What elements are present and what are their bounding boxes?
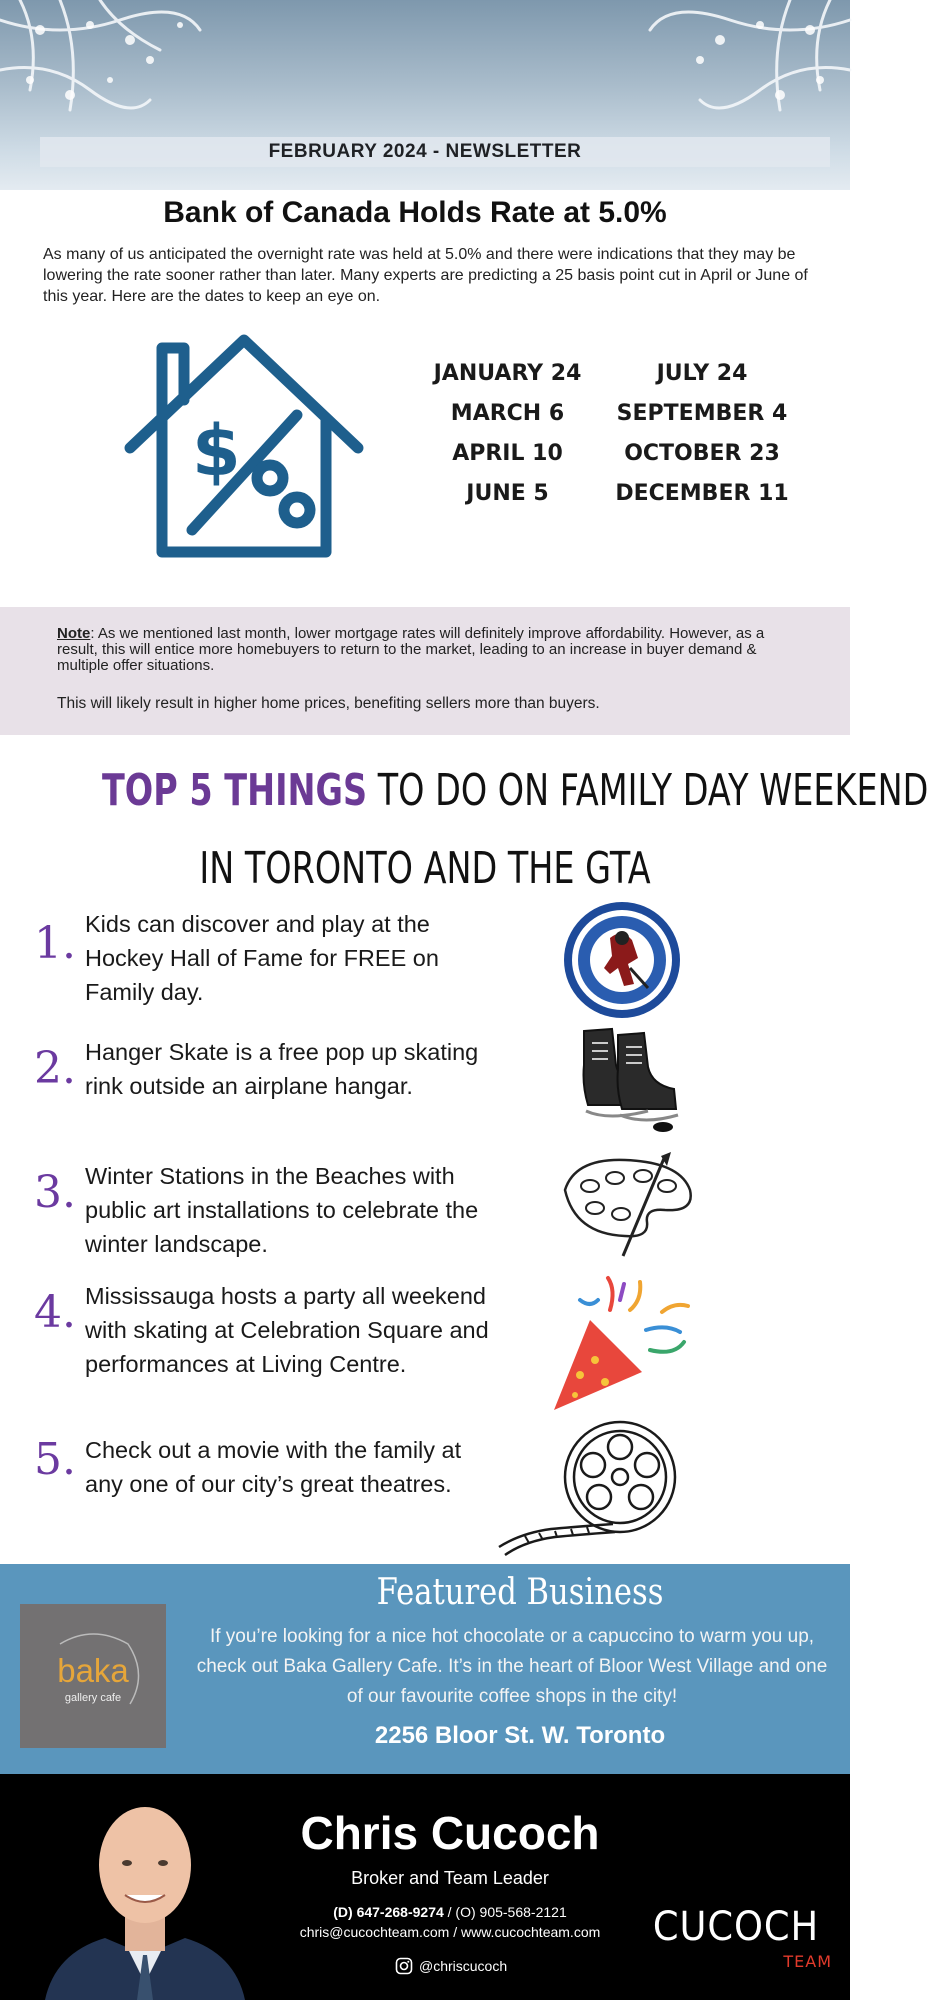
rate-date: OCTOBER 23 — [624, 441, 780, 466]
top5-title — [102, 760, 928, 822]
featured-title: Featured Business — [376, 1572, 664, 1613]
item-number: 5. — [34, 1434, 76, 1485]
note-paragraph — [57, 626, 797, 674]
frosted-branches-left-decoration — [0, 0, 210, 140]
instagram-icon — [395, 1957, 413, 1975]
agent-phones — [240, 1904, 660, 1920]
agent-role: Broker and Team Leader — [351, 1868, 549, 1888]
item-text: Kids can discover and play at the Hockey Hall of Fame for FREE on Family day. — [85, 911, 439, 1005]
rate-dates-left-column — [420, 354, 595, 514]
office-phone: / (O) 905-568-2121 — [443, 1904, 567, 1920]
hockey-hall-of-fame-logo — [560, 898, 684, 1022]
rate-date: SEPTEMBER 4 — [616, 401, 788, 426]
rate-date: MARCH 6 — [450, 401, 565, 426]
item-number: 3. — [34, 1167, 76, 1218]
agent-email-website[interactable]: chris@cucochteam.com / www.cucochteam.com — [299, 1924, 601, 1940]
svg-text:$: $ — [192, 410, 241, 492]
featured-body: If you’re looking for a nice hot chocolate or a capuccino to warm you up, check out Baka Gallery Cafe. It’s in the heart of Bloor West Village and one of our favourite coffee shops in the city! — [196, 1626, 828, 1707]
newsletter-title: FEBRUARY 2024 - NEWSLETTER — [268, 141, 582, 162]
logo-subtext: gallery cafe — [64, 1692, 122, 1704]
rate-headline: Bank of Canada Holds Rate at 5.0% — [163, 196, 667, 229]
header-banner — [0, 0, 850, 190]
top5-title-line2: IN TORONTO AND THE GTA — [199, 843, 651, 894]
ice-skates-icon — [578, 1025, 683, 1137]
film-reel-icon — [495, 1415, 685, 1560]
logo-text: baka — [57, 1652, 129, 1689]
item-text: Hanger Skate is a free pop up skating rink outside an airplane hangar. — [85, 1039, 479, 1099]
direct-phone: (D) 647-268-9274 — [333, 1904, 444, 1920]
note-text: : As we mentioned last month, lower mortgage rates will definitely improve affordability. However, as a result, this will entice more homebuyers to return to the market, leading to an increase in buyer demand & multiple offer situations. — [57, 625, 765, 674]
item-number: 2. — [34, 1043, 76, 1094]
rate-date: JUNE 5 — [466, 481, 549, 506]
item-number: 1. — [34, 918, 76, 969]
rate-date: APRIL 10 — [452, 441, 563, 466]
agent-photo — [45, 1783, 245, 2000]
paint-palette-icon — [555, 1150, 700, 1260]
item-text: Winter Stations in the Beaches with public art installations to celebrate the winter landscape. — [85, 1163, 479, 1257]
rate-dates-right-column — [612, 354, 792, 514]
item-text: Mississauga hosts a party all weekend with skating at Celebration Square and performances at Living Centre. — [85, 1283, 489, 1377]
instagram-handle: @chriscucoch — [419, 1958, 508, 1974]
brand-team: TEAM — [783, 1952, 832, 1971]
frosted-branches-right-decoration — [640, 0, 850, 140]
instagram-link[interactable] — [395, 1954, 507, 1978]
cucoch-team-logo — [636, 1904, 836, 1974]
top5-highlight: TOP 5 THINGS — [102, 765, 368, 816]
note-conclusion: This will likely result in higher home prices, benefiting sellers more than buyers. — [57, 695, 600, 712]
rate-date: JULY 24 — [656, 361, 748, 386]
item-text: Check out a movie with the family at any one of our city’s great theatres. — [85, 1437, 462, 1497]
featured-address: 2256 Bloor St. W. Toronto — [374, 1722, 666, 1749]
rate-date: JANUARY 24 — [433, 361, 582, 386]
top5-title-rest: TO DO ON FAMILY DAY WEEKEND — [367, 765, 928, 816]
rate-date: DECEMBER 11 — [615, 481, 789, 506]
house-percent-icon — [122, 330, 372, 560]
note-label: Note — [57, 625, 91, 642]
item-number: 4. — [34, 1287, 76, 1338]
party-popper-icon — [550, 1270, 700, 1415]
agent-name: Chris Cucoch — [300, 1807, 600, 1859]
baka-logo — [20, 1604, 166, 1748]
rate-body-text: As many of us anticipated the overnight rate was held at 5.0% and there were indications that they may be lowering the rate sooner rather than later. Many experts are predicting a 25 basis point cut in April or June of this year. Here are the dates to keep an eye on. — [43, 246, 808, 305]
brand-name: CUCOCH — [652, 1904, 820, 1950]
